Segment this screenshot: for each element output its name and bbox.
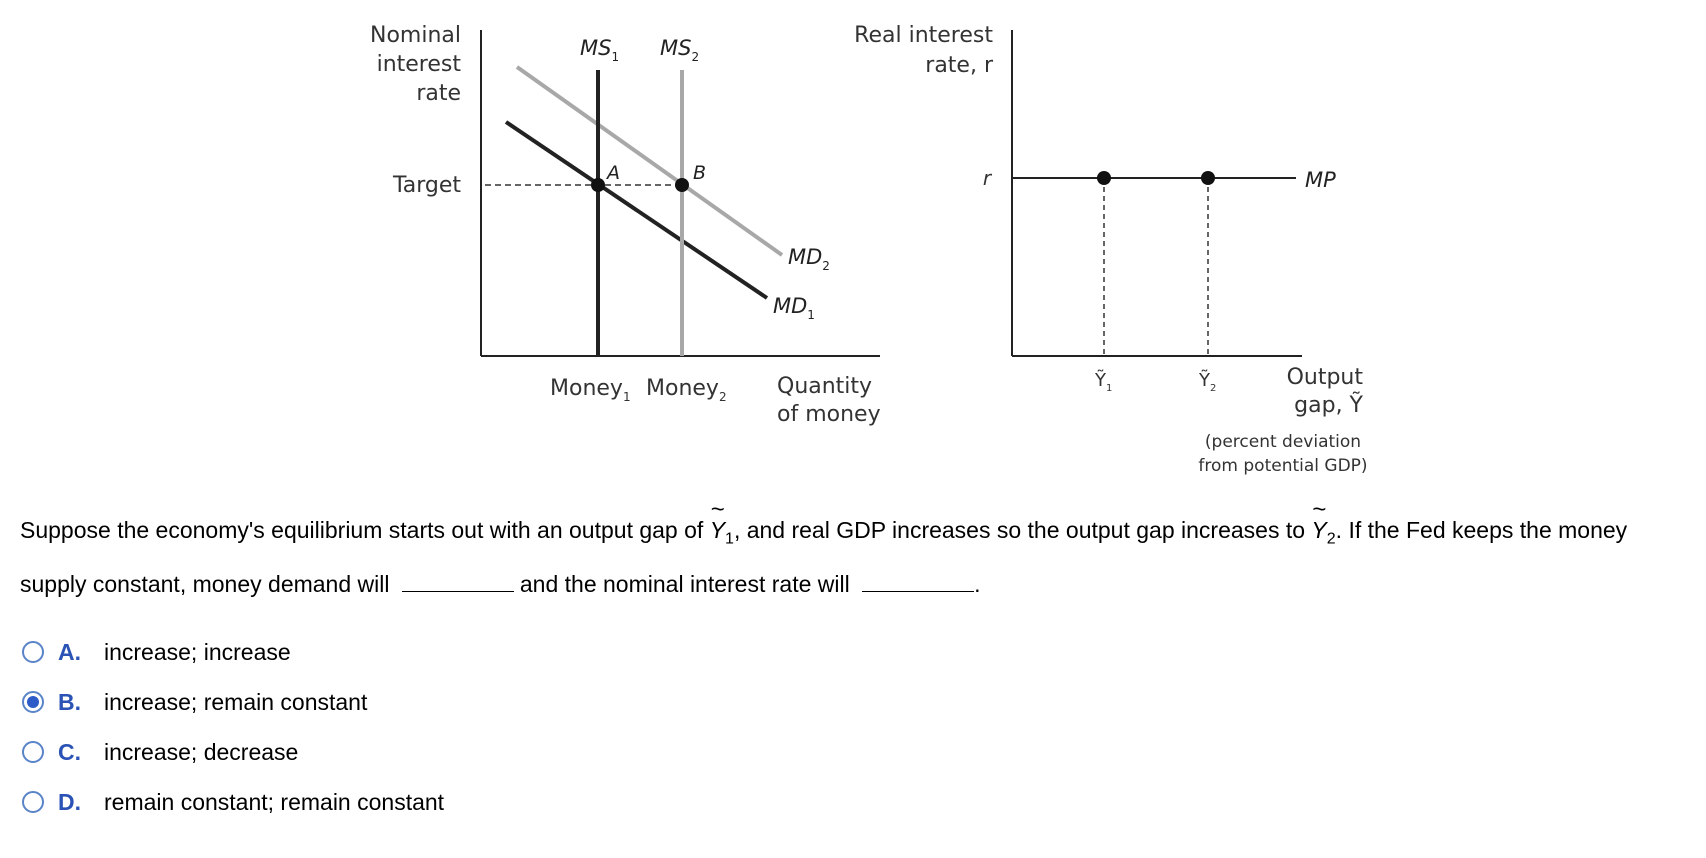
choice-b[interactable] [22,677,444,727]
question-part-2: , and real GDP increases so the output gap increases to [733,517,1312,543]
ms1-label: $MS_1$ [580,36,620,64]
right-y-label-1: Real interest [854,23,993,48]
quantity-label-1: Quantity [777,374,873,399]
mp-point-2 [1201,171,1215,185]
left-y-label-3: rate [416,81,461,106]
question-part-1: Suppose the economy's equilibrium starts out with an output gap of [20,517,710,543]
y1-tick-label: Ỹ$_1$ [1095,370,1113,394]
money2-label: Money$_2$ [646,376,727,404]
choice-c[interactable] [22,727,444,777]
question-text [20,508,1690,606]
blank-1 [402,571,514,592]
question-part-5: . [974,570,981,597]
question-part-4: and the nominal interest rate will [519,570,850,597]
r-label: r [982,166,992,190]
choice-letter-d: D. [58,788,81,815]
point-a-label: A [607,162,620,184]
money1-label: Money$_1$ [550,376,631,404]
question-part-3: . If the Fed keeps the money supply constant, money demand will [20,517,1628,597]
left-y-label-2: interest [376,52,461,77]
choice-text-b: increase; remain constant [104,688,368,715]
y-tilde-2: ~ Y [1311,508,1326,552]
choice-letter-b: B. [58,688,81,715]
point-b-label: B [693,162,707,184]
left-y-label-1: Nominal [370,23,461,48]
md1-label: $MD_1$ [773,294,815,322]
output-note-2: from potential GDP) [1198,456,1368,476]
radio-button-d[interactable] [22,791,44,813]
radio-button-c[interactable] [22,741,44,763]
y-tilde-1: ~ Y [710,508,725,552]
answer-choices [22,627,444,827]
output-label-1: Output [1286,365,1363,390]
md2-curve [517,67,782,255]
blank-2 [862,571,974,592]
radio-button-a[interactable] [22,641,44,663]
target-label: Target [392,173,461,198]
choice-text-d: remain constant; remain constant [104,788,445,815]
point-a-dot [591,178,605,192]
choice-letter-c: C. [58,738,81,765]
right-y-label-2: rate, r [925,53,993,78]
md2-label: $MD_2$ [788,245,830,273]
ms2-label: $MS_2$ [660,36,700,64]
output-note-1: (percent deviation [1204,432,1362,452]
y2-tick-label: Ỹ$_2$ [1199,370,1217,394]
choice-letter-a: A. [58,638,81,665]
choice-text-a: increase; increase [104,638,291,665]
output-label-2: gap, Ỹ [1294,393,1363,418]
mp-point-1 [1097,171,1111,185]
choice-text-c: increase; decrease [104,738,299,765]
subscript-1: 1 [725,530,734,548]
point-b-dot [675,178,689,192]
subscript-2: 2 [1326,530,1336,548]
quantity-label-2: of money [777,402,881,427]
radio-button-b[interactable] [22,691,44,713]
choice-d[interactable] [22,777,444,827]
choice-a[interactable] [22,627,444,677]
mp-label: MP [1305,168,1336,192]
md1-curve [506,122,767,298]
